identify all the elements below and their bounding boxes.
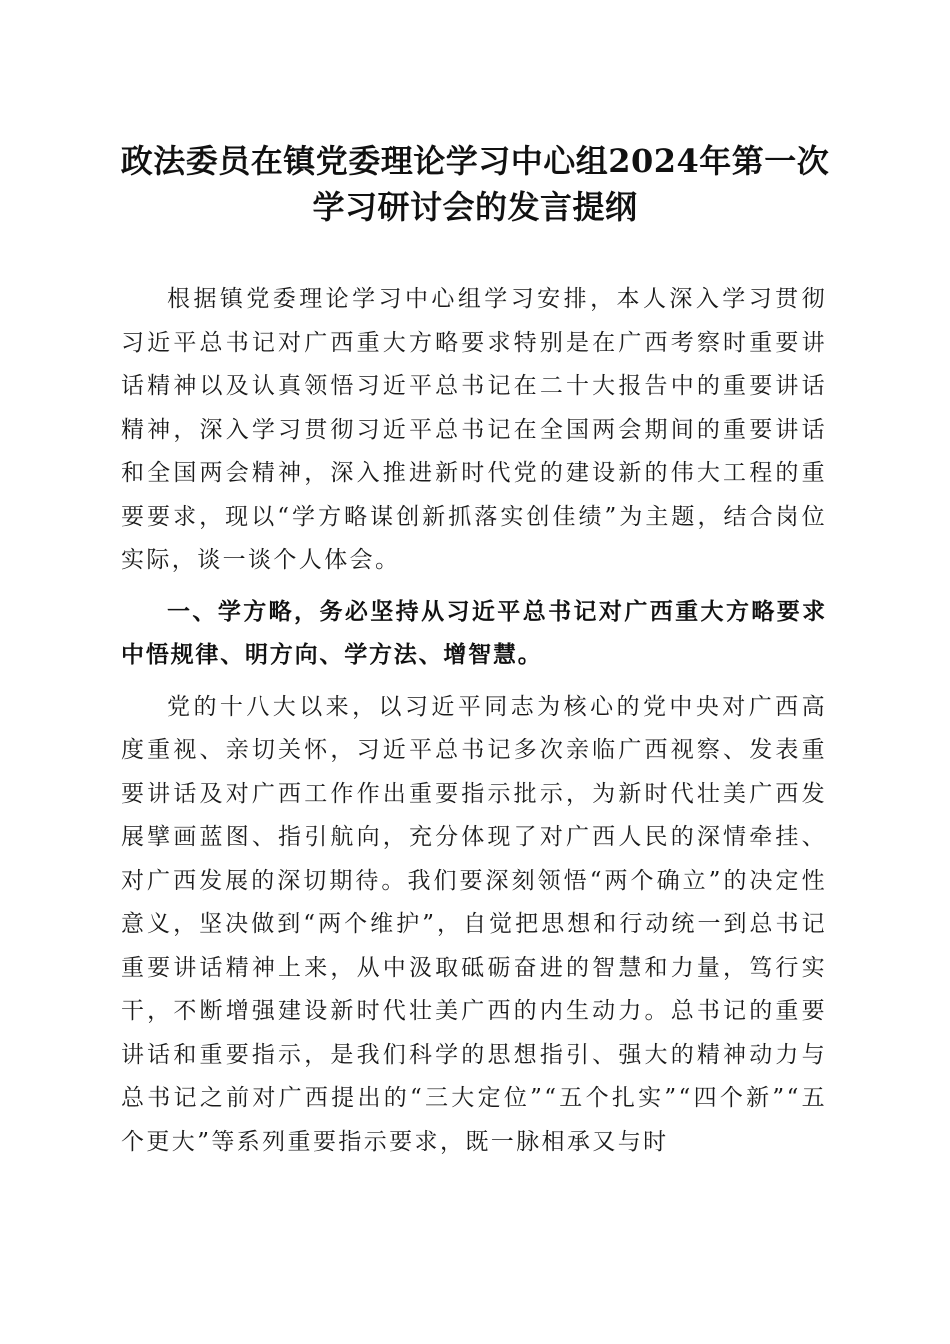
intro-paragraph: 根据镇党委理论学习中心组学习安排，本人深入学习贯彻习近平总书记对广西重大方略要求特别是在广西考察时重要讲话精神以及认真领悟习近平总书记在二十大报告中的重要讲话精神，深入学习贯彻习近平总书记在全国两会期间的重要讲话和全国两会精神，深入推进新时代党的建设新的伟大工程的重要要求，现以“学方略谋创新抓落实创佳绩”为主题，结合岗位实际，谈一谈个人体会。 [121,286,827,573]
section-heading-1: 一、学方略，务必坚持从习近平总书记对广西重大方略要求中悟规律、明方向、学方法、增智慧。 [121,598,827,668]
document-title: 政法委员在镇党委理论学习中心组2024年第一次学习研讨会的发言提纲 [120,142,830,226]
body-paragraph: 党的十八大以来，以习近平同志为核心的党中央对广西高度重视、亲切关怀，习近平总书记多次亲临广西视察、发表重要讲话及对广西工作作出重要指示批示，为新时代壮美广西发展擘画蓝图、指引航向，充分体现了对广西人民的深情牵挂、对广西发展的深切期待。我们要深刻领悟“两个确立”的决定性意义，坚决做到“两个维护”，自觉把思想和行动统一到总书记重要讲话精神上来，从中汲取砥砺奋进的智慧和力量，笃行实干，不断增强建设新时代壮美广西的内生动力。总书记的重要讲话和重要指示，是我们科学的思想指引、强大的精神动力与总书记之前对广西提出的“三大定位”“五个扎实”“四个新”“五个更大”等系列重要指示要求，既一脉相承又与时 [121,693,827,1155]
document-body [121,278,827,1172]
